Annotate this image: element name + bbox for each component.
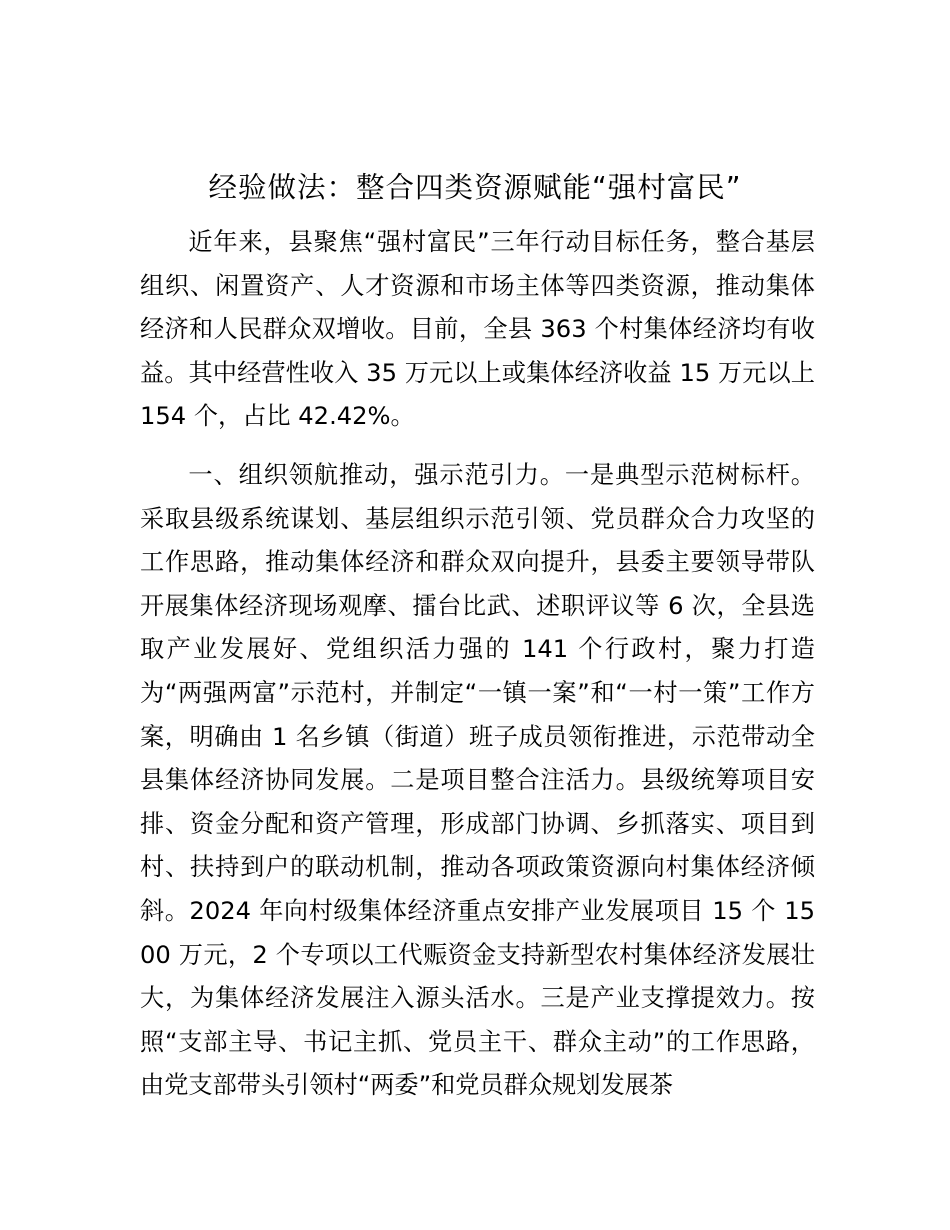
paragraph-intro: 近年来，县聚焦“强村富民”三年行动目标任务，整合基层组织、闲置资产、人才资源和市场主体等四类资源，推动集体经济和人民群众双增收。目前，全县 363 个村集体经济均有收益。其中经营性收入 35 万元以上或集体经济收益 15 万元以上 154 个，占比 42.42%。 bbox=[140, 228, 815, 431]
document-title: 经验做法：整合四类资源赋能“强村富民” bbox=[208, 171, 742, 204]
document-body bbox=[140, 221, 815, 1108]
paragraph-section-one: 一、组织领航推动，强示范引力。一是典型示范树标杆。采取县级系统谋划、基层组织示范引领、党员群众合力攻坚的工作思路，推动集体经济和群众双向提升，县委主要领导带队开展集体经济现场观摩、擂台比武、述职评议等 6 次，全县选取产业发展好、党组织活力强的 141 个行政村，聚力打造为“两强两富”示范村，并制定“一镇一案”和“一村一策”工作方案，明确由 1 名乡镇（街道）班子成员领衔推进，示范带动全县集体经济协同发展。二是项目整合注活力。县级统筹项目安排、资金分配和资产管理，形成部门协调、乡抓落实、项目到村、扶持到户的联动机制，推动各项政策资源向村集体经济倾斜。2024 年向村级集体经济重点安排产业发展项目 15 个 1500 万元，2 个专项以工代赈资金支持新型农村集体经济发展壮大，为集体经济发展注入源头活水。三是产业支撑提效力。按照“支部主导、书记主抓、党员主干、群众主动”的工作思路，由党支部带头引领村“两委”和党员群众规划发展茶 bbox=[140, 460, 815, 1100]
